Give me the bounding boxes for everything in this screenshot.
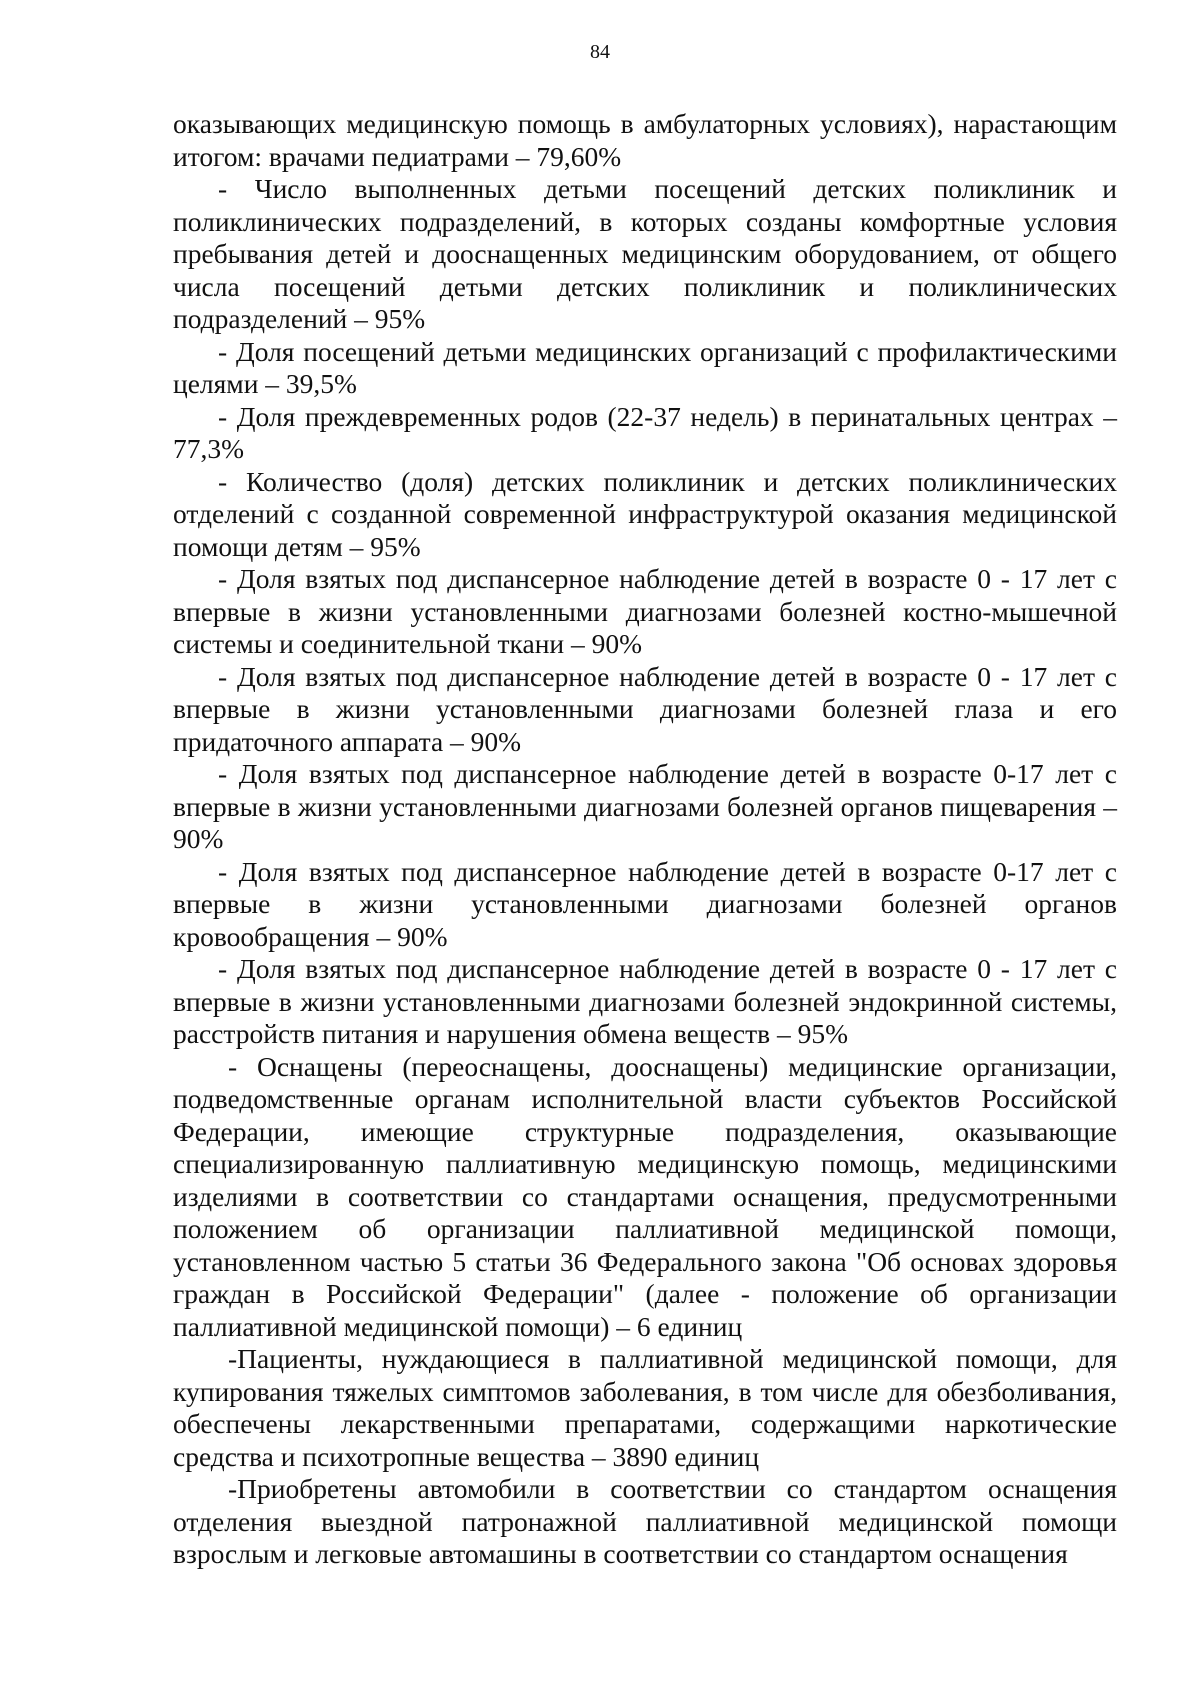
document-body: [173, 108, 1117, 1571]
paragraph-continuation: оказывающих медицинскую помощь в амбулаторных условиях), нарастающим итогом: врачами педиатрами – 79,60%: [173, 108, 1117, 172]
paragraph-palliative-vehicles: -Приобретены автомобили в соответствии со стандартом оснащения отделения выездной патронажной паллиативной медицинской помощи взрослым и легковые автомашины в соответствии со стандартом оснащения: [173, 1473, 1117, 1569]
paragraph-eye-diseases: - Доля взятых под диспансерное наблюдение детей в возрасте 0 - 17 лет с впервые в жизни установленными диагнозами болезней глаза и его придаточного аппарата – 90%: [173, 660, 1117, 757]
paragraph-circulatory-diseases: - Доля взятых под диспансерное наблюдение детей в возрасте 0-17 лет с впервые в жизни установленными диагнозами болезней органов кровообращения – 90%: [173, 855, 1117, 952]
paragraph-endocrine-diseases: - Доля взятых под диспансерное наблюдение детей в возрасте 0 - 17 лет с впервые в жизни установленными диагнозами болезней эндокринной системы, расстройств питания и нарушения обмена веществ – 95%: [173, 953, 1117, 1049]
page-number: 84: [590, 41, 610, 63]
paragraph-musculoskeletal: - Доля взятых под диспансерное наблюдение детей в возрасте 0 - 17 лет с впервые в жизни установленными диагнозами болезней костно-мышечной системы и соединительной ткани – 90%: [173, 563, 1117, 659]
paragraph-preventive-visits: - Доля посещений детьми медицинских организаций с профилактическими целями – 39,5%: [173, 335, 1117, 399]
paragraph-children-visits: - Число выполненных детьми посещений детских поликлиник и поликлинических подразделений, в которых созданы комфортные условия пребывания детей и дооснащенных медицинским оборудованием, от общего числа посещений детьми детских поликлиник и поликлинических подразделений – 95%: [173, 173, 1117, 334]
paragraph-digestive-diseases: - Доля взятых под диспансерное наблюдение детей в возрасте 0-17 лет с впервые в жизни установленными диагнозами болезней органов пищеварения – 90%: [173, 758, 1117, 854]
paragraph-polyclinics-infrastructure: - Количество (доля) детских поликлиник и детских поликлинических отделений с созданной современной инфраструктурой оказания медицинской помощи детям – 95%: [173, 465, 1117, 562]
paragraph-palliative-equipment: - Оснащены (переоснащены, дооснащены) медицинские организации, подведомственные органам исполнительной власти субъектов Российской Федерации, имеющие структурные подразделения, оказывающие специализированную паллиативную медицинскую помощь, медицинскими изделиями в соответствии со стандартами оснащения, предусмотренными положением об организации паллиативной медицинской помощи, установленном частью 5 статьи 36 Федерального закона "Об основах здоровья граждан в Российской Федерации" (далее - положение об организации паллиативной медицинской помощи) – 6 единиц: [173, 1050, 1117, 1342]
paragraph-premature-births: - Доля преждевременных родов (22-37 недель) в перинатальных центрах – 77,3%: [173, 400, 1117, 464]
paragraph-palliative-medication: -Пациенты, нуждающиеся в паллиативной медицинской помощи, для купирования тяжелых симптомов заболевания, в том числе для обезболивания, обеспечены лекарственными препаратами, содержащими наркотические средства и психотропные вещества – 3890 единиц: [173, 1343, 1117, 1472]
